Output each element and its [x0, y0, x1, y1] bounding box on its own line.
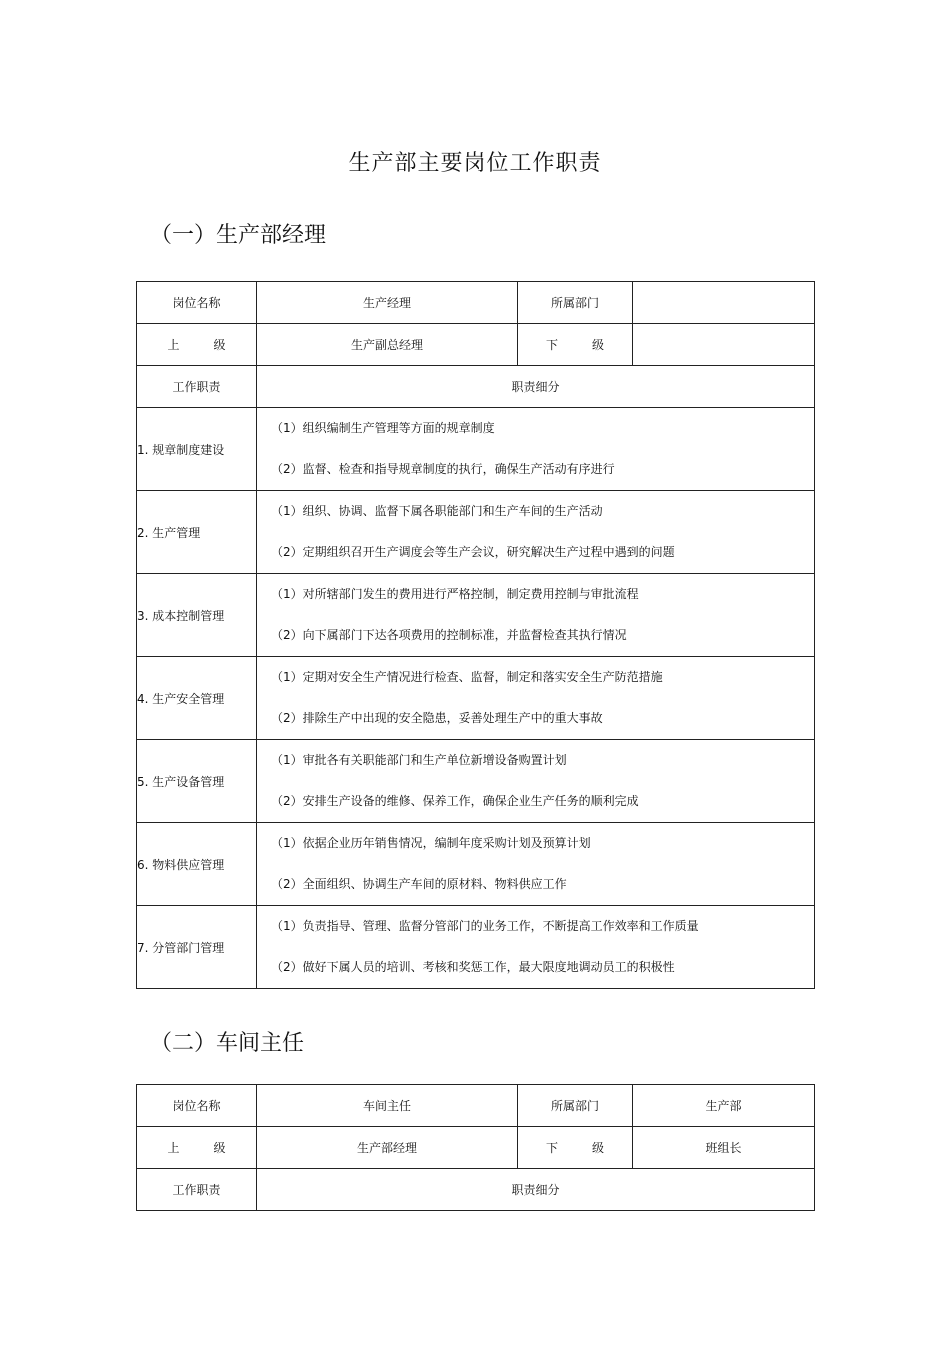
- post-name-value: 车间主任: [257, 1085, 518, 1127]
- duty-detail-line: （2）排除生产中出现的安全隐患，妥善处理生产中的重大事故: [271, 711, 603, 725]
- duty-details: [257, 491, 815, 574]
- section-heading-workshop-director: （二）车间主任: [150, 1031, 305, 1056]
- dept-label: 所属部门: [518, 282, 633, 324]
- section-heading-manager: （一）生产部经理: [150, 223, 327, 248]
- duty-title: 4. 生产安全管理: [137, 657, 257, 740]
- subordinate-value: 班组长: [633, 1127, 815, 1169]
- table-row: [137, 1085, 815, 1127]
- subordinate-label-cell: [518, 1127, 633, 1169]
- duty-detail-line: （2）向下属部门下达各项费用的控制标准，并监督检查其执行情况: [271, 628, 627, 642]
- post-name-value: 生产经理: [257, 282, 518, 324]
- duty-row: [137, 906, 815, 989]
- subordinate-label-cell: [518, 324, 633, 366]
- table-row: [137, 282, 815, 324]
- duty-detail-line: （2）监督、检查和指导规章制度的执行，确保生产活动有序进行: [271, 462, 615, 476]
- subordinate-value: [633, 324, 815, 366]
- duty-label: 工作职责: [137, 1169, 257, 1211]
- superior-value: 生产副总经理: [257, 324, 518, 366]
- table-row: [137, 1169, 815, 1211]
- duty-details: [257, 906, 815, 989]
- detail-label: 职责细分: [257, 366, 815, 408]
- subordinate-label: 下 级: [546, 1141, 604, 1155]
- duty-detail-line: （2）安排生产设备的维修、保养工作，确保企业生产任务的顺利完成: [271, 794, 639, 808]
- superior-value: 生产部经理: [257, 1127, 518, 1169]
- duty-details: [257, 657, 815, 740]
- duty-row: [137, 491, 815, 574]
- subordinate-label: 下 级: [546, 338, 604, 352]
- manager-duty-table: [136, 281, 815, 989]
- post-name-label: 岗位名称: [137, 282, 257, 324]
- workshop-duty-table: [136, 1084, 815, 1211]
- duty-detail-line: （1）负责指导、管理、监督分管部门的业务工作，不断提高工作效率和工作质量: [271, 919, 699, 933]
- duty-title: 7. 分管部门管理: [137, 906, 257, 989]
- duty-row: [137, 740, 815, 823]
- duty-detail-line: （1）组织编制生产管理等方面的规章制度: [271, 421, 495, 435]
- duty-details: [257, 740, 815, 823]
- duty-row: [137, 574, 815, 657]
- duty-detail-line: （1）审批各有关职能部门和生产单位新增设备购置计划: [271, 753, 567, 767]
- dept-label: 所属部门: [518, 1085, 633, 1127]
- duty-title: 2. 生产管理: [137, 491, 257, 574]
- table-row: [137, 1127, 815, 1169]
- duty-detail-line: （1）依据企业历年销售情况，编制年度采购计划及预算计划: [271, 836, 591, 850]
- superior-label: 上 级: [167, 1141, 226, 1155]
- dept-value: [633, 282, 815, 324]
- dept-value: 生产部: [633, 1085, 815, 1127]
- superior-label: 上 级: [167, 338, 226, 352]
- duty-detail-line: （1）定期对安全生产情况进行检查、监督，制定和落实安全生产防范措施: [271, 670, 663, 684]
- table-row: [137, 324, 815, 366]
- duty-detail-line: （1）对所辖部门发生的费用进行严格控制，制定费用控制与审批流程: [271, 587, 639, 601]
- duty-details: [257, 823, 815, 906]
- duty-title: 3. 成本控制管理: [137, 574, 257, 657]
- detail-label: 职责细分: [257, 1169, 815, 1211]
- post-name-label: 岗位名称: [137, 1085, 257, 1127]
- duty-row: [137, 823, 815, 906]
- duty-row: [137, 408, 815, 491]
- duty-detail-line: （2）定期组织召开生产调度会等生产会议，研究解决生产过程中遇到的问题: [271, 545, 675, 559]
- duty-detail-line: （1）组织、协调、监督下属各职能部门和生产车间的生产活动: [271, 504, 603, 518]
- superior-label-cell: [137, 324, 257, 366]
- duty-title: 6. 物料供应管理: [137, 823, 257, 906]
- duty-details: [257, 408, 815, 491]
- superior-label-cell: [137, 1127, 257, 1169]
- duty-detail-line: （2）全面组织、协调生产车间的原材料、物料供应工作: [271, 877, 567, 891]
- duty-row: [137, 657, 815, 740]
- document-title: 生产部主要岗位工作职责: [348, 151, 602, 176]
- duty-detail-line: （2）做好下属人员的培训、考核和奖惩工作，最大限度地调动员工的积极性: [271, 960, 675, 974]
- duty-title: 5. 生产设备管理: [137, 740, 257, 823]
- table-row: [137, 366, 815, 408]
- duty-title: 1. 规章制度建设: [137, 408, 257, 491]
- duty-label: 工作职责: [137, 366, 257, 408]
- duty-details: [257, 574, 815, 657]
